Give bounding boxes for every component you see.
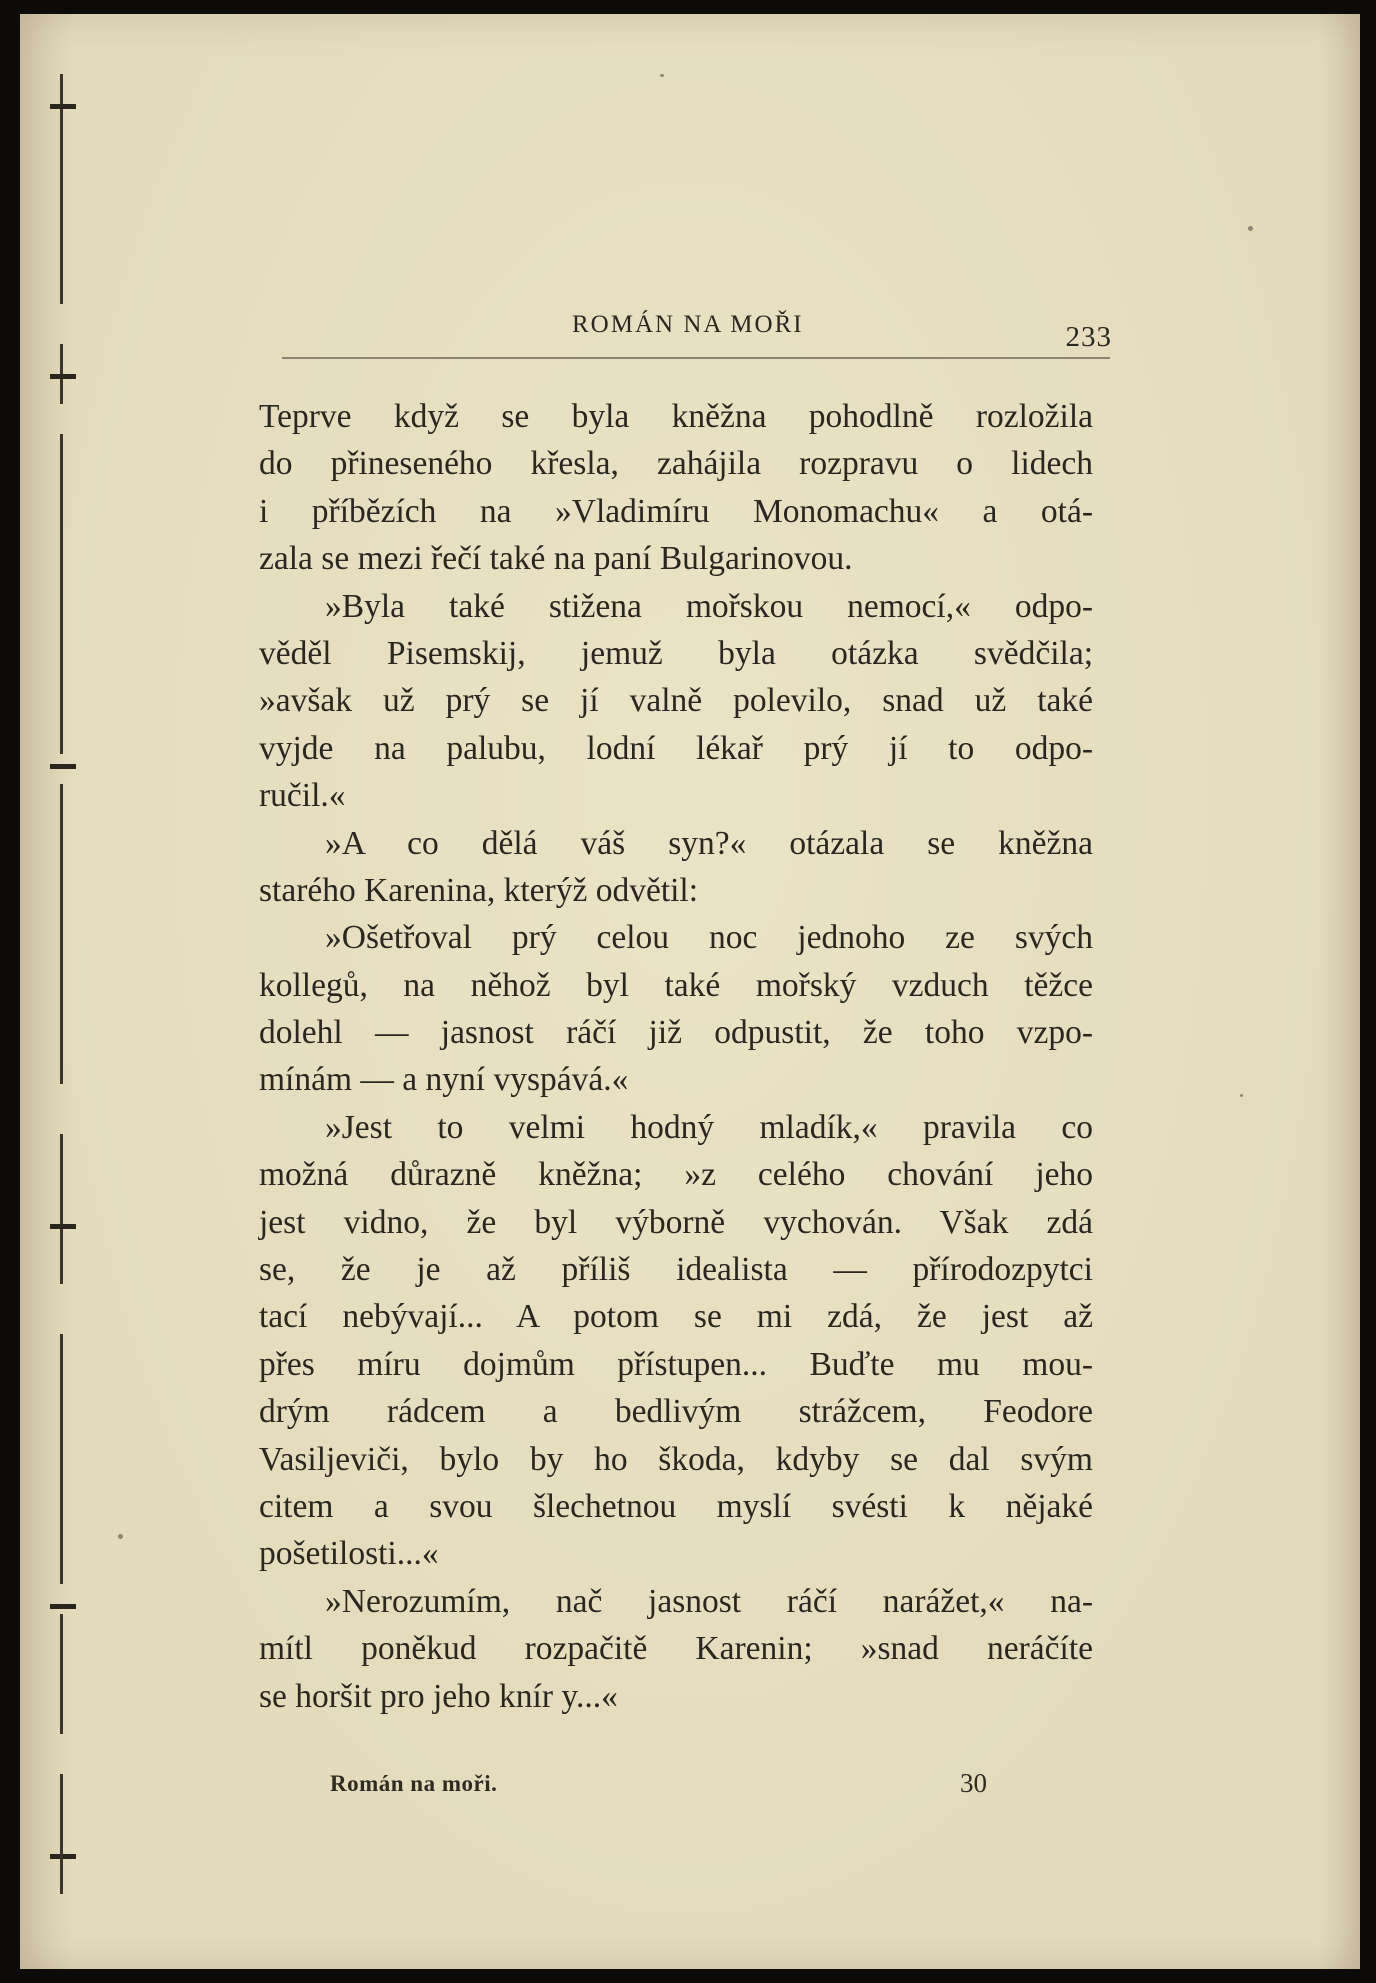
paper-speck <box>1240 1094 1243 1097</box>
text-line: jest vidno, že byl výborně vychován. Však zdá <box>259 1203 1093 1241</box>
text-line: starého Karenina, kterýž odvětil: <box>259 871 699 909</box>
text-line: se horšit pro jeho knír y...« <box>259 1677 618 1715</box>
paper-speck <box>1248 226 1253 231</box>
text-line: zala se mezi řečí také na paní Bulgarinovou. <box>259 540 853 578</box>
text-line: tací nebývají... A potom se mi zdá, že jest až <box>259 1298 1093 1336</box>
body-text <box>259 393 1093 1720</box>
page-number: 233 <box>1065 321 1112 353</box>
text-line: mínám — a nyní vyspává.« <box>259 1061 629 1099</box>
text-line: věděl Pisemskij, jemuž byla otázka svědčila; <box>259 634 1093 672</box>
text-line: Vasiljeviči, bylo by ho škoda, kdyby se dal svým <box>259 1440 1093 1478</box>
text-line: dolehl — jasnost ráčí již odpustit, že toho vzpo- <box>259 1014 1093 1052</box>
paper-speck <box>660 74 664 77</box>
text-line: do přineseného křesla, zahájila rozpravu o lidech <box>259 445 1093 483</box>
text-line: »Ošetřoval prý celou noc jednoho ze svých <box>325 919 1093 957</box>
binding-threads <box>40 74 80 1974</box>
paper-speck <box>118 1534 123 1539</box>
text-line: »Jest to velmi hodný mladík,« pravila co <box>325 1108 1093 1146</box>
text-line: se, že je až příliš idealista — přírodozpytci <box>259 1251 1093 1289</box>
text-line: vyjde na palubu, lodní lékař prý jí to odpo- <box>259 729 1093 767</box>
page-footer <box>330 1768 1030 1811</box>
running-title: ROMÁN NA MOŘI <box>572 311 804 338</box>
text-line: »avšak už prý se jí valně polevilo, snad už také <box>259 682 1093 720</box>
text-line: citem a svou šlechetnou myslí svésti k nějaké <box>259 1487 1093 1525</box>
header-rule <box>282 357 1110 359</box>
text-line: drým rádcem a bedlivým strážcem, Feodore <box>259 1393 1093 1431</box>
page-header <box>282 311 1112 361</box>
text-line: i příbězích na »Vladimíru Monomachu« a otá- <box>259 492 1093 530</box>
text-line: »A co dělá váš syn?« otázala se kněžna <box>325 824 1093 862</box>
text-line: kollegů, na něhož byl také mořský vzduch těžce <box>259 966 1093 1004</box>
text-line: mítl poněkud rozpačitě Karenin; »snad neráčíte <box>259 1630 1093 1668</box>
printer-signature: Román na moři. <box>330 1771 498 1796</box>
text-line: ručil.« <box>259 777 346 815</box>
text-line: »Byla také stižena mořskou nemocí,« odpo- <box>325 587 1093 625</box>
text-line: pošetilosti...« <box>259 1535 439 1573</box>
text-line: Teprve když se byla kněžna pohodlně rozložila <box>259 398 1093 435</box>
text-line: přes míru dojmům přístupen... Buďte mu mou- <box>259 1345 1093 1383</box>
text-line: »Nerozumím, nač jasnost ráčí narážet,« na- <box>325 1582 1093 1620</box>
text-line: možná důrazně kněžna; »z celého chování jeho <box>259 1156 1093 1194</box>
signature-number: 30 <box>960 1768 987 1798</box>
